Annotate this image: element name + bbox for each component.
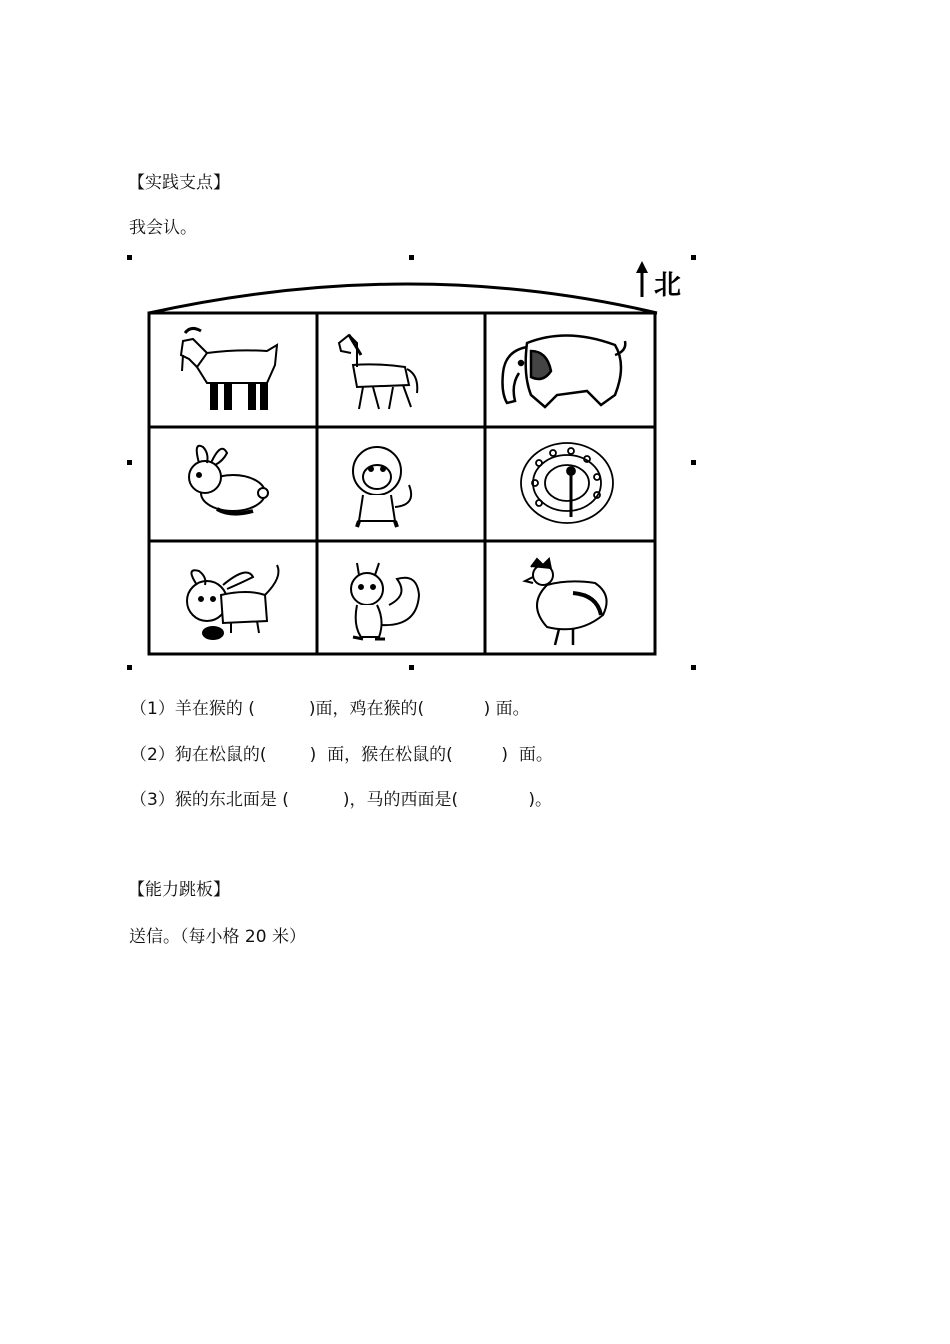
elephant-icon: [503, 335, 626, 407]
goat-icon: [181, 328, 277, 409]
section1-instruction: 我会认。: [129, 218, 197, 238]
roof-arch: [149, 284, 657, 313]
question-2: （2）狗在松鼠的( ) 面，猴在松鼠的( ) 面。: [130, 745, 553, 765]
horse-icon: [339, 335, 417, 409]
north-arrow-icon: [636, 261, 648, 297]
chicken-icon: [525, 559, 607, 645]
question-3: （3）猴的东北面是 ( )，马的西面是( )。: [130, 790, 553, 810]
dog-icon: [187, 565, 279, 639]
question-1: （1）羊在猴的 ( )面，鸡在猴的( ) 面。: [130, 699, 530, 719]
monkey-icon: [353, 447, 411, 527]
animal-grid-figure: [127, 255, 697, 670]
squirrel-icon: [351, 563, 419, 639]
section1-heading: 【实践支点】: [128, 173, 230, 193]
section2-heading: 【能力跳板】: [128, 880, 230, 900]
north-label: 北: [654, 270, 681, 301]
rabbit-icon: [189, 446, 268, 514]
section2-instruction: 送信。（每小格 20 米）: [129, 927, 306, 947]
peacock-icon: [521, 443, 613, 523]
